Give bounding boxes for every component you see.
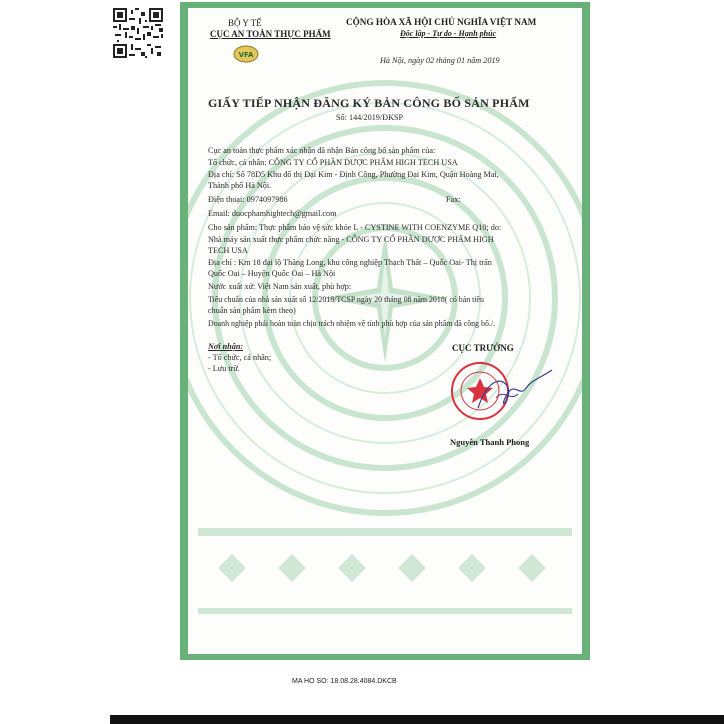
bottom-edge [110, 715, 724, 724]
body-line: Email: duocphamhightech@gmail.com [208, 209, 337, 218]
issue-date: Hà Nội, ngày 02 tháng 01 năm 2019 [380, 56, 500, 65]
document-number: Số: 144/2019/ĐKSP [336, 113, 404, 122]
signer-name: Nguyễn Thanh Phong [450, 437, 530, 447]
agency-name: CỤC AN TOÀN THỰC PHẨM [210, 29, 331, 39]
body-line: Điện thoại: 0974097986 [208, 195, 288, 204]
body-line: chuẩn sản phẩm kèm theo) [208, 306, 296, 315]
country-name: CỘNG HÒA XÃ HỘI CHỦ NGHĨA VIỆT NAM [346, 17, 537, 27]
body-line: TECH USA [208, 246, 248, 255]
vfa-logo [233, 44, 259, 64]
body-line: Cục an toàn thực phẩm xác nhận đã nhận Bản công bố sản phẩm của: [208, 146, 436, 155]
body-line: Doanh nghiệp phải hoàn toàn chịu trách nhiệm về tính phù hợp của sản phẩm đã công bố./. [208, 319, 496, 328]
body-line: Quốc Oai – Huyện Quốc Oai – Hà Nội [208, 269, 336, 278]
motto: Độc lập - Tự do - Hạnh phúc [400, 29, 497, 38]
body-line: Địa chỉ: Số 78D5 Khu đô thị Đại Kim - Định Công, Phường Đại Kim, Quận Hoàng Mai, [208, 170, 499, 179]
body-line: Nước xuất xứ: Việt Nam sản xuất, phù hợp: [208, 282, 352, 291]
body-line: Tiêu chuẩn của nhà sản xuất số 12/2018/TCSP ngày 20 tháng 08 năm 2018( có bản tiêu [208, 295, 484, 304]
body-line: Nhà máy sản xuất thực phẩm chức năng - CÔNG TY CỔ PHẦN DƯỢC PHẨM HIGH [208, 235, 494, 244]
recipient-item: - Lưu trữ. [208, 364, 240, 373]
page-title: GIẤY TIẾP NHẬN ĐĂNG KÝ BẢN CÔNG BỐ SẢN PHẨM [208, 96, 530, 110]
body-line: Cho sản phẩm: Thực phẩm bảo vệ sức khỏe L - CYSTINE WITH COENZYME Q10; do: [208, 223, 502, 232]
body-line: Thành phố Hà Nội. [208, 181, 272, 190]
recipient-item: - Tổ chức, cá nhân; [208, 353, 272, 362]
qr-code [113, 8, 163, 58]
body-line: Tổ chức, cá nhân: CÔNG TY CỔ PHẦN DƯỢC PHẨM HIGH TECH USA [208, 158, 458, 167]
recipients-heading: Nơi nhận: [208, 342, 244, 351]
signer-role: CỤC TRƯỞNG [452, 343, 514, 353]
official-seal-stamp [448, 358, 558, 428]
fax-label: Fax: [446, 195, 461, 204]
body-line: Địa chỉ : Km 18 đại lộ Thăng Long, khu công nghiệp Thạch Thất – Quốc Oai- Thị trấn [208, 258, 492, 267]
certificate-frame [180, 2, 590, 660]
vfa-logo-text: VFA [238, 51, 254, 59]
ministry-name: BỘ Y TẾ [228, 18, 262, 28]
certificate-paper [188, 8, 582, 654]
dossier-code: MA HO SO: 18.08.28.4084.DKCB [292, 678, 397, 685]
